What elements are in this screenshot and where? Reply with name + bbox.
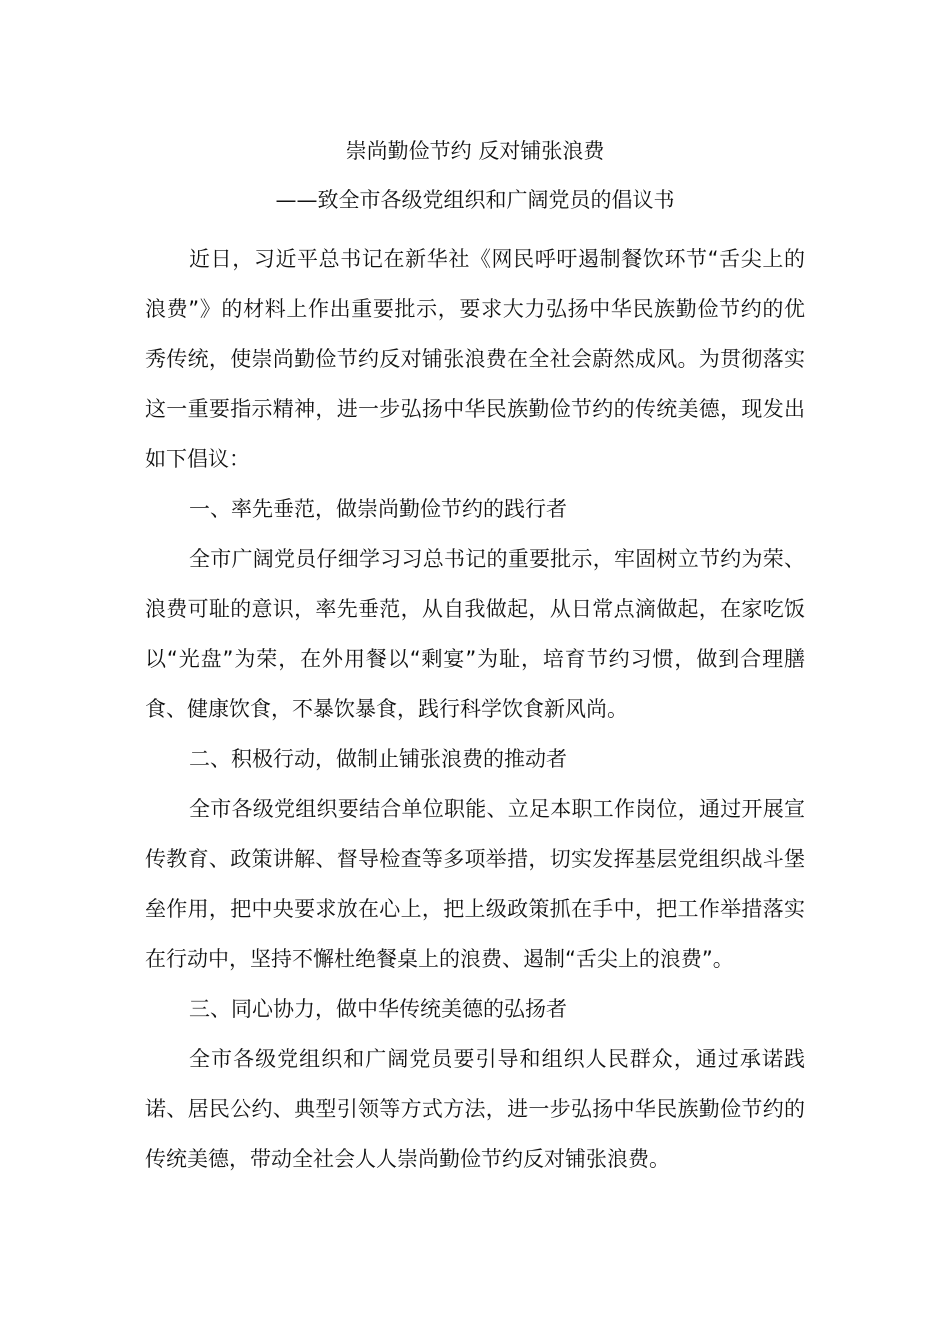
section-paragraph-3: 全市各级党组织和广阔党员要引导和组织人民群众，通过承诺践诺、居民公约、典型引领等方式方法，进一步弘扬中华民族勤俭节约的传统美德，带动全社会人人崇尚勤俭节约反对铺张浪费。 — [145, 1047, 805, 1171]
section-heading-3: 三、同心协力，做中华传统美德的弘扬者 — [189, 997, 567, 1021]
document-body — [145, 234, 805, 1184]
section-heading-1: 一、率先垂范，做崇尚勤俭节约的践行者 — [189, 497, 567, 521]
section-paragraph-1: 全市广阔党员仔细学习习总书记的重要批示，牢固树立节约为荣、浪费可耻的意识，率先垂范，从自我做起，从日常点滴做起，在家吃饭以“光盘”为荣，在外用餐以“剩宴”为耻，培育节约习惯，做到合理膳食、健康饮食，不暴饮暴食，践行科学饮食新风尚。 — [145, 547, 805, 721]
section-paragraph-2: 全市各级党组织要结合单位职能、立足本职工作岗位，通过开展宣传教育、政策讲解、督导检查等多项举措，切实发挥基层党组织战斗堡垒作用，把中央要求放在心上，把上级政策抓在手中，把工作举措落实在行动中，坚持不懈杜绝餐桌上的浪费、遏制“舌尖上的浪费”。 — [145, 797, 805, 971]
intro-paragraph: 近日，习近平总书记在新华社《网民呼吁遏制餐饮环节“舌尖上的浪费”》的材料上作出重要批示，要求大力弘扬中华民族勤俭节约的优秀传统，使崇尚勤俭节约反对铺张浪费在全社会蔚然成风。为贯彻落实这一重要指示精神，进一步弘扬中华民族勤俭节约的传统美德，现发出如下倡议： — [145, 247, 805, 471]
document-subtitle: ——致全市各级党组织和广阔党员的倡议书 — [275, 188, 675, 212]
document-title: 崇尚勤俭节约 反对铺张浪费 — [345, 139, 605, 163]
section-heading-2: 二、积极行动，做制止铺张浪费的推动者 — [189, 747, 567, 771]
